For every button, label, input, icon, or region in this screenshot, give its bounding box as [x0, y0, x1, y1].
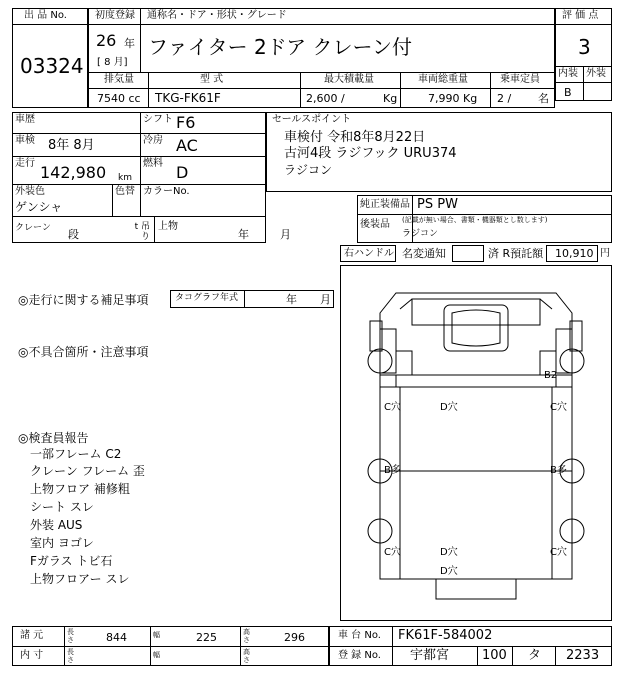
truck-diagram [340, 265, 612, 621]
interior-grade: B [564, 86, 572, 99]
damage-mark: C穴 [550, 547, 567, 558]
width-value: 225 [196, 631, 217, 644]
body-label: 上物 [158, 221, 178, 232]
reg-year: 26 [96, 31, 117, 50]
damage-mark: C穴 [384, 402, 401, 413]
ext-color-label: 外装色 [15, 186, 45, 197]
exterior-label: 外装 [586, 68, 606, 79]
grade-label: 評 価 点 [562, 10, 599, 21]
body-year-unit: 年 [238, 228, 249, 241]
inspector-item: クレーン フレーム 歪 [30, 464, 145, 478]
crane-label: クレーン [15, 223, 51, 233]
ac-label: 冷房 [143, 135, 163, 146]
notice-value-box [452, 245, 484, 262]
inspector-item: 室内 ヨゴレ [30, 536, 94, 550]
body-month-unit: 月 [280, 228, 291, 241]
driving-remarks-title: ◎走行に関する補足事項 [18, 293, 149, 307]
sales-point-line2: 古河4段 ラジフック URU374 [284, 146, 457, 161]
history-label: 車歴 [15, 114, 35, 125]
inspector-item: 外装 AUS [30, 518, 83, 532]
damage-mark-b2: B2 [544, 370, 558, 381]
tacho-year-unit: 年 [286, 293, 297, 306]
damage-mark: C穴 [550, 402, 567, 413]
mileage-value: 142,980 [40, 163, 107, 182]
sales-point-title: セールスポイント [272, 114, 352, 125]
height-value: 296 [284, 631, 305, 644]
mileage-label: 走行 [15, 158, 35, 169]
lot-number-label: 出 品 No. [24, 10, 67, 21]
damage-mark: C穴 [384, 547, 401, 558]
inspection-label: 車検 [15, 135, 35, 146]
inspector-item: 一部フレーム C2 [30, 447, 122, 461]
std-equipment-value: PS PW [417, 197, 458, 212]
first-reg-label: 初度登録 [95, 10, 135, 21]
ac-value: AC [176, 136, 198, 155]
gross-weight-label: 車両総重量 [418, 74, 468, 85]
length-value: 844 [106, 631, 127, 644]
damage-mark: B多 [384, 465, 401, 476]
chassis-number: FK61F-584002 [398, 628, 493, 643]
max-load-unit: Kg [383, 92, 398, 105]
reg-month: [ 8 月] [97, 57, 128, 68]
inner-height-label: 高さ [243, 648, 250, 664]
grade-score: 3 [578, 35, 591, 59]
inner-dims-label: 内 寸 [20, 650, 44, 661]
chassis-label: 車 台 No. [338, 630, 381, 641]
capacity-unit: 名 [538, 92, 549, 105]
model-value: TKG-FK61F [155, 91, 221, 105]
model-label: 型 式 [200, 74, 224, 85]
handle-value: 右ハンドル [344, 248, 394, 259]
recycle-label: 済 R預託額 [488, 247, 544, 260]
after-equipment-note: (記載が無い場合、書類・機器類とし数します) [402, 216, 548, 224]
reg-no-label: 登 録 No. [338, 650, 381, 661]
reg-class: 100 [482, 648, 507, 663]
reg-kana: タ [528, 648, 542, 663]
after-equipment-value: ラジコン [402, 229, 439, 239]
damage-mark: D穴 [440, 566, 458, 577]
sales-point-line1: 車検付 令和8年8月22日 [284, 130, 426, 145]
crane-stage-unit: 段 [68, 228, 79, 241]
displacement-value: 7540 cc [97, 92, 141, 105]
vehicle-name: ファイター 2ドア クレーン付 [148, 35, 413, 59]
crane-ton-unit: t 吊り [134, 222, 150, 242]
inspector-item: Fガラス トビ石 [30, 554, 113, 568]
inner-width-label: 幅 [153, 651, 160, 659]
shift-value: F6 [176, 113, 196, 132]
inner-length-label: 長さ [67, 648, 74, 664]
inspector-report-title: ◎検査員報告 [18, 431, 89, 445]
reg-year-unit: 年 [124, 37, 135, 50]
length-label: 長さ [67, 628, 74, 644]
name-label: 通称名・ドア・形状・グレード [147, 10, 287, 21]
reg-number: 2233 [566, 648, 600, 663]
defect-remarks-title: ◎不具合箇所・注意事項 [18, 345, 149, 359]
width-label: 幅 [153, 631, 160, 639]
capacity-label: 乗車定員 [500, 74, 540, 85]
max-load-value: 2,600 / [306, 92, 345, 105]
tacho-label: タコグラフ年式 [175, 293, 239, 303]
interior-label: 内装 [558, 68, 578, 79]
fuel-value: D [176, 163, 189, 182]
max-load-label: 最大積載量 [324, 74, 374, 85]
inspector-item: 上物フロア 補修粗 [30, 482, 130, 496]
color-change-label: 色替 [115, 186, 135, 197]
damage-mark: D穴 [440, 402, 458, 413]
dims-label: 諸 元 [20, 630, 44, 641]
tacho-month-unit: 月 [320, 293, 331, 306]
recycle-value: 10,910 [555, 247, 594, 260]
fuel-label: 燃料 [143, 158, 163, 169]
sales-point-line3: ラジコン [284, 163, 333, 177]
inspector-item: シート スレ [30, 500, 94, 514]
gross-weight-value: 7,990 Kg [428, 92, 478, 105]
inspection-value: 8年 8月 [48, 138, 95, 153]
mileage-unit: km [118, 173, 132, 183]
height-label: 高さ [243, 628, 250, 644]
recycle-unit: 円 [600, 248, 610, 259]
ext-color-value: ゲンシャ [15, 200, 63, 214]
shift-label: シフト [143, 114, 173, 125]
damage-mark: B多 [550, 465, 567, 476]
inspector-item: 上物フロアー スレ [30, 572, 130, 586]
reg-region: 宇都宮 [410, 648, 450, 663]
capacity-value: 2 / [497, 92, 512, 105]
color-code-label: カラーNo. [143, 186, 190, 197]
std-equipment-label: 純正装備品 [360, 199, 410, 210]
notice-label: 名変通知 [402, 247, 446, 260]
lot-number: 03324 [20, 54, 84, 78]
damage-mark: D穴 [440, 547, 458, 558]
after-equipment-label: 後装品 [360, 219, 390, 230]
displacement-label: 排気量 [104, 74, 134, 85]
